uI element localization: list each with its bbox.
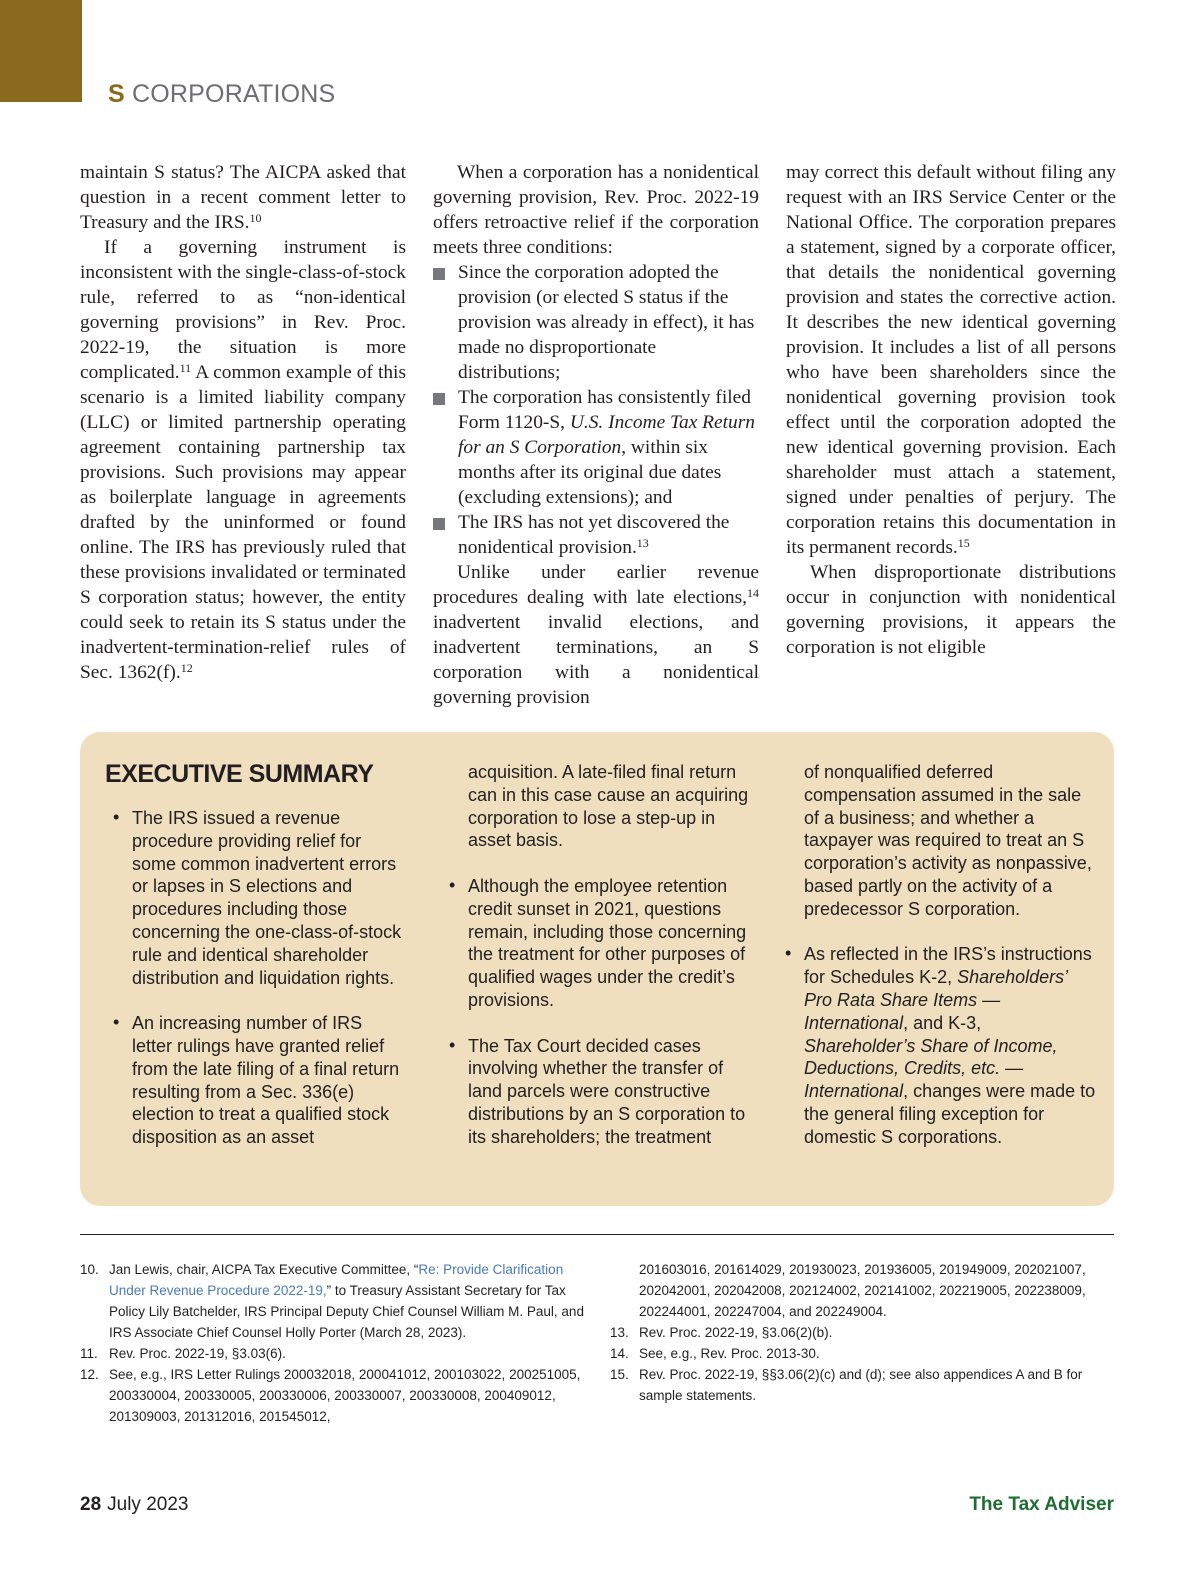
summary-column-3 [777, 761, 1097, 1171]
bullet-icon: • [113, 807, 120, 827]
square-bullet-icon [433, 393, 445, 405]
list-item: Since the corporation adopted the provision (or elected S status if the provision was already in effect), it has made no disproportionate distributions; [433, 260, 759, 385]
page-number: 28 [80, 1494, 102, 1515]
footnote: 12. See, e.g., IRS Letter Rulings 200032018, 200041012, 200103022, 200251005, 200330004, 200330005, 200330006, 200330007, 200330008, 200409012, 201309003, 201312016, 201545012, [80, 1367, 581, 1424]
comment-letter-link[interactable]: Re: Provide Clarification Under Revenue Procedure 2022-19, [109, 1262, 564, 1298]
footnote: 15. Rev. Proc. 2022-19, §§3.06(2)(c) and (d); see also appendices A and B for sample statements. [610, 1367, 1083, 1403]
summary-item: • Although the employee retention credit sunset in 2021, questions remain, including those concerning the treatment for other purposes of qualified wages under the credit’s provisions. [449, 874, 747, 1010]
footnote: 14. See, e.g., Rev. Proc. 2013-30. [610, 1346, 820, 1361]
footnote-ref: 11 [179, 361, 192, 375]
issue-date: July 2023 [107, 1494, 189, 1515]
footnotes-column-1 [80, 1259, 585, 1427]
paragraph: When a corporation has a nonidentical governing provision, Rev. Proc. 2022-19 offers retroactive relief if the corporation meets three conditions: [433, 162, 759, 258]
footnote-ref: 10 [249, 211, 262, 225]
header-color-block [0, 0, 82, 102]
square-bullet-icon [433, 268, 445, 280]
footnote-ref: 14 [747, 586, 759, 600]
summary-item: • An increasing number of IRS letter rulings have granted relief from the late filing of a final return resulting from a Sec. 336(e) election to treat a qualified stock disposition as an asset [113, 1012, 400, 1148]
summary-item-continued: acquisition. A late-filed final return can in this case cause an acquiring corporation to lose a step-up in asset basis. [468, 762, 749, 851]
bullet-icon: • [449, 874, 456, 895]
summary-item: • The IRS issued a revenue procedure providing relief for some common inadvertent errors or lapses in S elections and procedures including those concerning the one-class-of-stock rule and identical shareholder distribution and liquidation rights. [113, 807, 402, 988]
section-label: S CORPORATIONS [108, 80, 336, 108]
summary-item: • The Tax Court decided cases involving whether the transfer of land parcels were constructive distributions by an S corporation to its shareholders; the treatment [449, 1034, 746, 1147]
body-column-3 [786, 160, 1116, 660]
footnote-ref: 13 [636, 536, 649, 550]
list-item: The corporation has consistently filed Form 1120-S, U.S. Income Tax Return for an S Corporation, within six months after its original due dates (excluding extensions); and [433, 385, 759, 510]
footnote: 13. Rev. Proc. 2022-19, §3.06(2)(b). [610, 1325, 833, 1340]
footnote: 10. Jan Lewis, chair, AICPA Tax Executive Committee, “Re: Provide Clarification Under Revenue Procedure 2022-19,” to Treasury Assistant Secretary for Tax Policy Lily Batchelder, IRS Principal Deputy Chief Counsel William M. Paul, and IRS Associate Chief Counsel Holly Porter (March 28, 2023). [80, 1262, 584, 1340]
publication-name: The Tax Adviser [969, 1494, 1114, 1515]
summary-column-1 [105, 807, 405, 1172]
paragraph: may correct this default without filing any request with an IRS Service Center or the National Office. The corporation prepares a statement, signed by a corporate officer, that details the nonidentical governing provision and states the corrective action. It describes the new identical governing provision. It includes a list of all persons who have been shareholders since the nonidentical governing provision took effect until the corporation adopted the new identical governing provision. Each shareholder must attach a statement, signed under penalties of perjury. The corporation retains this documentation in its permanent records.$^{15}$ [786, 162, 1116, 558]
page-footer [80, 1494, 188, 1516]
executive-summary-title: EXECUTIVE SUMMARY [105, 760, 374, 788]
body-column-1 [80, 160, 406, 685]
summary-column-2 [441, 761, 751, 1171]
bullet-icon: • [785, 943, 792, 964]
executive-summary-box [80, 732, 1114, 1206]
list-item: The IRS has not yet discovered the nonidentical provision.$^{13}$ [433, 510, 759, 560]
summary-item-continued: of nonqualified deferred compensation assumed in the sale of a business; and whether a taxpayer was required to treat an S corporation’s activity as nonpassive, based partly on the activity of a predecessor S corporation. [804, 762, 1092, 919]
summary-item: • As reflected in the IRS’s instructions for Schedules K-2, Shareholders’ Pro Rata Share Items — International, and K-3, Shareholder’s Share of Income, Deductions, Credits, etc. — International, changes were made to the general filing exception for domestic S corporations. [785, 943, 1096, 1147]
paragraph: maintain S status? The AICPA asked that question in a recent comment letter to Treasury and the IRS.$^{10}$ [80, 162, 406, 233]
footnote-divider [80, 1234, 1114, 1235]
body-column-2 [433, 160, 759, 710]
footnote-ref: 12 [180, 661, 193, 675]
footnotes-column-2 [610, 1259, 1115, 1406]
paragraph: Unlike under earlier revenue procedures dealing with late elections,$^{14}$ inadvertent invalid elections, and inadvertent terminations, an S corporation with a nonidentical governing provision [433, 562, 759, 708]
paragraph: If a governing instrument is inconsistent with the single-class-of-stock rule, referred to as “non-identical governing provisions” in Rev. Proc. 2022-19, the situation is more complicated.$^{11}$ A common example of this scenario is a limited liability company (LLC) or limited partnership operating agreement containing partnership tax provisions. Such provisions may appear as boilerplate language in agreements drafted by the uninformed or found online. The IRS has previously ruled that these provisions invalidated or terminated S corporation status; however, the entity could seek to retain its S status under the inadvertent-termination-relief rules of Sec. 1362(f).$^{12}$ [80, 237, 406, 683]
bullet-icon: • [449, 1034, 456, 1055]
footnote-ref: 15 [957, 536, 970, 550]
footnote: 11. Rev. Proc. 2022-19, §3.03(6). [80, 1346, 286, 1361]
footnote-continued: 201603016, 201614029, 201930023, 201936005, 201949009, 202021007, 202042001, 202042008, 202124002, 202141002, 202219005, 202238009, 202244001, 202247004, and 202249004. [639, 1262, 1086, 1319]
conditions-list [433, 260, 759, 560]
square-bullet-icon [433, 518, 445, 530]
paragraph: When disproportionate distributions occur in conjunction with nonidentical governing provisions, it appears the corporation is not eligible [786, 562, 1116, 658]
bullet-icon: • [113, 1012, 120, 1033]
